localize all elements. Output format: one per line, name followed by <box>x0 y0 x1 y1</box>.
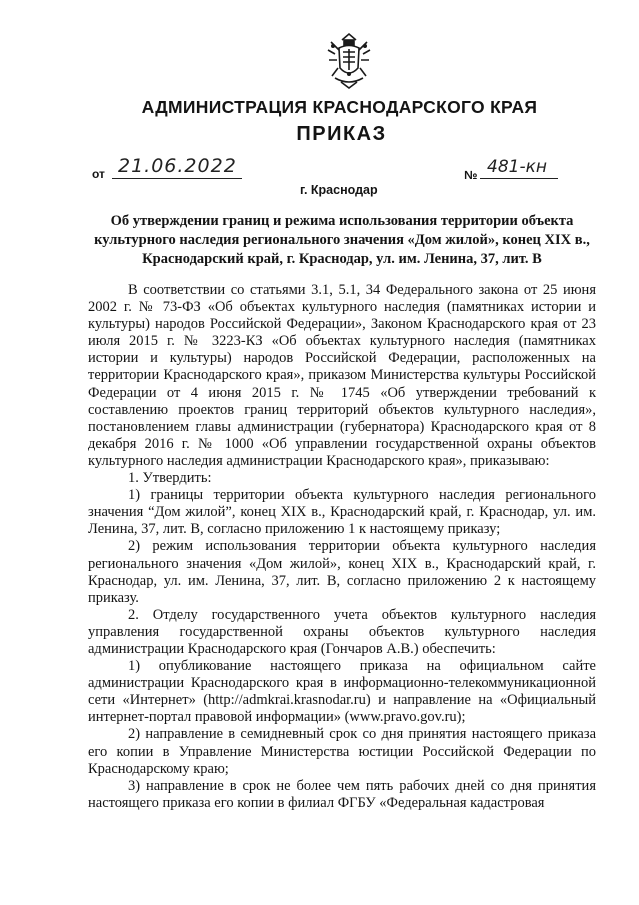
paragraph-item-2-3: 3) направление в срок не более чем пять рабочих дней со дня принятия настоящего приказа его копии в филиал ФГБУ «Федеральная кадастровая <box>88 777 596 811</box>
coat-of-arms-icon <box>325 32 373 90</box>
document-subject: Об утверждении границ и режима использования территории объекта культурного наследия регионального значения «Дом жилой», конец XIX в., Краснодарский край, г. Краснодар, ул. им. Ленина, 37, лит. В <box>94 213 590 267</box>
date-underline <box>112 178 242 179</box>
handwritten-date: 21.06.2022 <box>118 155 237 177</box>
paragraph-item-2-2: 2) направление в семидневный срок со дня принятия настоящего приказа его копии в Управление Министерства юстиции Российской Федерации по Краснодарскому краю; <box>88 726 596 777</box>
organization-name: АДМИНИСТРАЦИЯ КРАСНОДАРСКОГО КРАЯ <box>141 97 538 117</box>
city-name: г. Краснодар <box>300 183 378 197</box>
paragraph-item-2-1: 1) опубликование настоящего приказа на официальном сайте администрации Краснодарского края в информационно-телекоммуникационной сети «Интернет» (http://admkrai.krasnodar.ru) и направление на «Официальный интернет-портал правовой информации» (www.pravo.gov.ru); <box>88 658 596 726</box>
paragraph-item-1-1: 1) границы территории объекта культурного наследия регионального значения “Дом жилой”, конец XIX в., Краснодарский край, г. Краснодар, ул. им. Ленина, 37, лит. В, согласно приложению 1 к настоящему приказу; <box>88 487 596 538</box>
handwritten-number: 481-кн <box>487 157 547 177</box>
document-body <box>88 282 596 812</box>
paragraph-preamble: В соответствии со статьями 3.1, 5.1, 34 Федерального закона от 25 июня 2002 г. № 73-ФЗ «Об объектах культурного наследия (памятниках истории и культуры) народов Российской Федерации», Законом Краснодарского края от 23 июля 2015 г. № 3223-КЗ «Об объектах культурного наследия (памятниках истории и культуры) народов Российской Федерации, расположенных на территории Краснодарского края», приказом Министерства культуры Российской Федерации от 4 июня 2015 г. № 1745 «Об утверждении требований к составлению проектов границ территорий объектов культурного наследия», постановлением главы администрации (губернатора) Краснодарского края от 8 декабря 2016 г. № 1000 «Об управлении государственной охраны объектов культурного наследия администрации Краснодарского края», приказываю: <box>88 282 596 469</box>
number-prefix: № <box>464 168 478 182</box>
number-underline <box>480 178 558 179</box>
document-type: ПРИКАЗ <box>296 123 387 145</box>
paragraph-item-1-2: 2) режим использования территории объекта культурного наследия регионального значения «Дом жилой», конец XIX в., Краснодарский край, г. Краснодар, ул. им. Ленина, 37, лит. В, согласно приложению 2 к настоящему приказу. <box>88 538 596 606</box>
date-prefix: от <box>92 167 105 181</box>
paragraph-item-2: 2. Отделу государственного учета объектов культурного наследия управления государственной охраны объектов культурного наследия администрации Краснодарского края (Гончаров А.В.) обеспечить: <box>88 606 596 657</box>
paragraph-item-1: 1. Утвердить: <box>128 470 212 487</box>
